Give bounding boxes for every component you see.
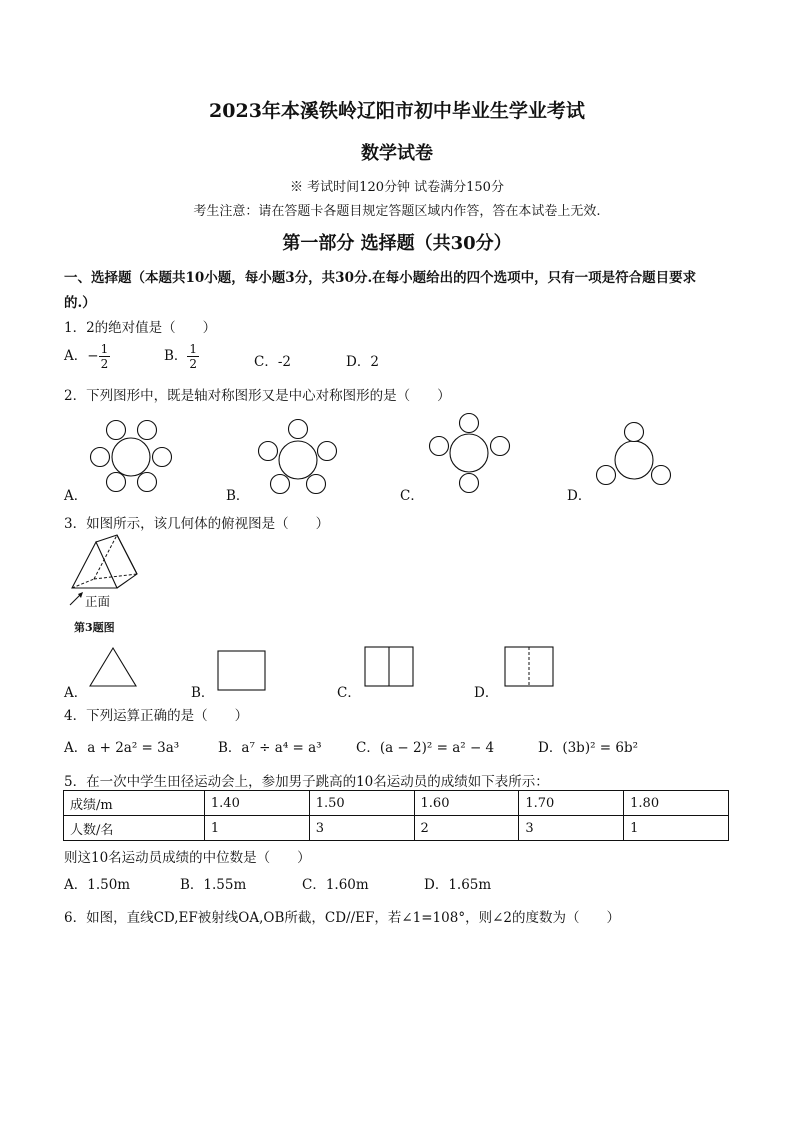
q3-option-a: A． — [64, 685, 88, 701]
table-cell: 1.40 — [204, 791, 309, 816]
q3-option-b: B． — [191, 685, 215, 701]
q1-option-c: C．-2 — [254, 354, 291, 370]
q1-b-num: 1 — [189, 342, 198, 356]
q2-option-b: B． — [226, 488, 250, 504]
exam-title: 2023年本溪铁岭辽阳市初中毕业生学业考试 — [209, 100, 585, 122]
q6-stem: 6．如图，直线CD,EF被射线OA,OB所截，CD//EF，若∠1=108°，则∠2的度数为（ ） — [64, 910, 620, 926]
q3-option-c: C． — [337, 685, 361, 701]
part-one-heading: 第一部分 选择题（共30分） — [282, 233, 512, 254]
q1-stem: 1．2的绝对值是（ ） — [64, 320, 217, 336]
q1-option-d: D．2 — [346, 354, 379, 370]
q5-score-table — [63, 790, 729, 841]
q2-option-a: A． — [64, 488, 88, 504]
q5-option-a: A．1.50m — [64, 877, 131, 893]
q1-a-prefix: A．− — [64, 348, 99, 364]
exam-notice: 考生注意：请在答题卡各题目规定答题区域内作答，答在本试卷上无效. — [193, 204, 601, 219]
q1-a-num: 1 — [100, 342, 109, 356]
time-info: ※ 考试时间120分钟 试卷满分150分 — [290, 180, 504, 195]
section-intro-line2: 的.） — [64, 295, 96, 311]
q3-option-b-rectangle — [218, 651, 265, 690]
q5-option-d: D．1.65m — [424, 877, 492, 893]
q3-option-d: D． — [474, 685, 499, 701]
table-cell: 1 — [624, 816, 729, 841]
q5-stem: 5．在一次中学生田径运动会上，参加男子跳高的10名运动员的成绩如下表所示： — [64, 774, 549, 790]
q5-option-b: B．1.55m — [180, 877, 247, 893]
q4-option-a: A．a + 2a² = 3a³ — [64, 740, 180, 756]
q3-option-d-figure — [505, 647, 553, 686]
q2-option-c: C． — [400, 488, 424, 504]
q3-figure-caption: 第3题图 — [74, 621, 115, 634]
q3-front-label: 正面 — [85, 594, 111, 609]
q4-stem: 4．下列运算正确的是（ ） — [64, 708, 249, 724]
table-cell: 1.70 — [519, 791, 624, 816]
table-cell: 2 — [414, 816, 519, 841]
q5-question: 则这10名运动员成绩的中位数是（ ） — [64, 850, 311, 866]
table-cell: 1.50 — [309, 791, 414, 816]
table-row — [64, 791, 729, 816]
table-cell: 1 — [204, 816, 309, 841]
q4-option-d: D．(3b)² = 6b² — [538, 740, 639, 756]
table-cell: 人数/名 — [64, 816, 205, 841]
table-cell: 3 — [309, 816, 414, 841]
q2-stem: 2．下列图形中，既是轴对称图形又是中心对称图形的是（ ） — [64, 388, 451, 404]
table-cell: 成绩/m — [64, 791, 205, 816]
q4-option-b: B．a⁷ ÷ a⁴ = a³ — [218, 740, 322, 756]
table-row — [64, 816, 729, 841]
q3-option-c-figure — [365, 647, 413, 686]
table-cell: 1.80 — [624, 791, 729, 816]
exam-subtitle: 数学试卷 — [361, 143, 433, 164]
q3-option-a-triangle — [90, 648, 136, 686]
q5-option-c: C．1.60m — [302, 877, 369, 893]
table-cell: 1.60 — [414, 791, 519, 816]
q3-stem: 3．如图所示，该几何体的俯视图是（ ） — [64, 516, 330, 532]
section-intro-line1: 一、选择题（本题共10小题，每小题3分，共30分.在每小题给出的四个选项中，只有一项是符合题目要求 — [64, 270, 697, 286]
q2-option-d: D． — [567, 488, 592, 504]
q4-option-c: C．(a − 2)² = a² − 4 — [356, 740, 495, 756]
q1-b-prefix: B． — [164, 348, 188, 364]
q1-b-den: 2 — [189, 357, 198, 371]
table-cell: 3 — [519, 816, 624, 841]
q1-a-den: 2 — [100, 357, 109, 371]
